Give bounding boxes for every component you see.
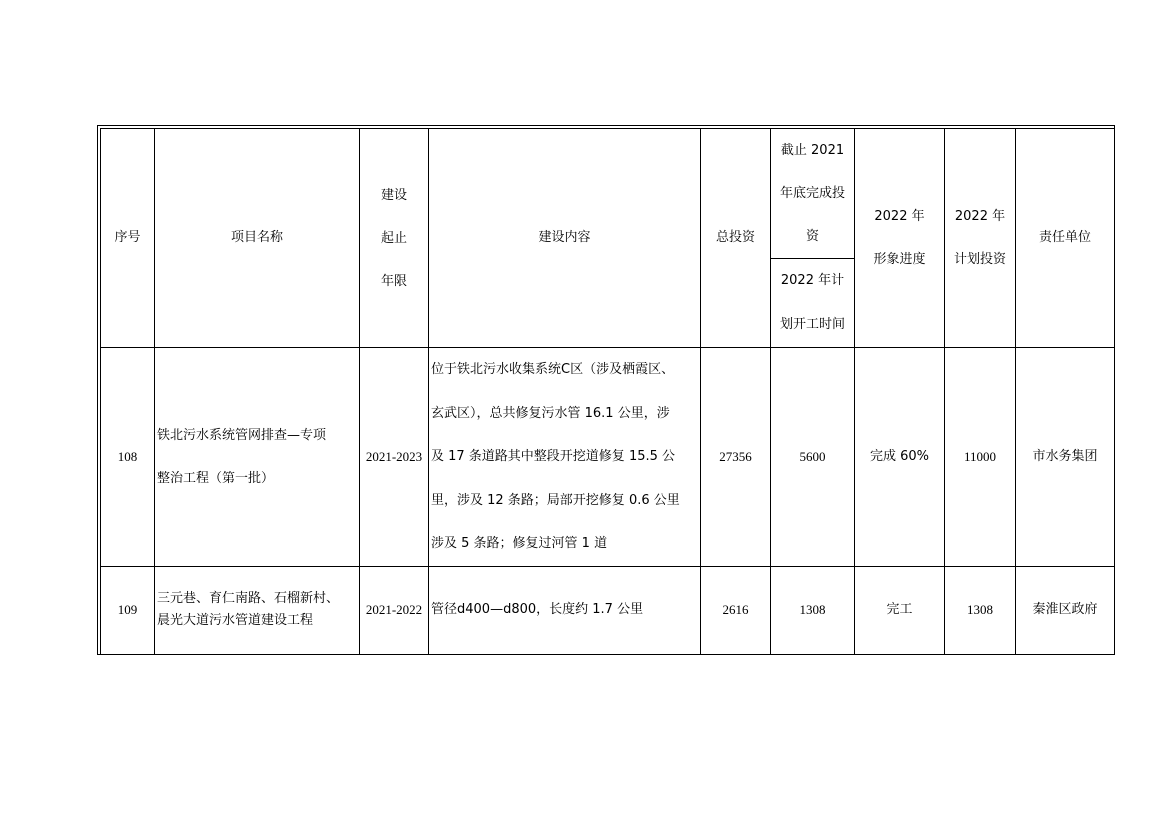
row-progress: 完成 60% [855,348,945,567]
header-progress-line: 形象进度 [873,252,926,267]
header-progress-line: 2022 年 [874,209,925,224]
header-plan-invest [945,129,1016,348]
header-plan-start-line: 划开工时间 [779,317,845,332]
header-row [101,129,1115,259]
row-content-line: 玄武区），总共修复污水管 16.1 公里，涉 [431,405,670,421]
header-progress [855,129,945,348]
row-content [429,348,701,567]
header-completed-line: 资 [805,229,819,244]
row-period: 2021-2022 [360,566,429,654]
row-plan-invest: 1308 [945,566,1016,654]
header-seq: 序号 [101,129,155,348]
header-plan-start-line: 2022 年计 [780,273,845,288]
header-content: 建设内容 [429,129,701,348]
header-unit: 责任单位 [1016,129,1115,348]
header-completed [771,129,855,259]
header-period-line: 建设 [380,187,407,203]
row-total: 2616 [701,566,771,654]
header-plan-start [771,259,855,348]
row-content-line: 里，涉及 12 条路；局部开挖修复 0.6 公里 [431,492,680,508]
row-content-line: 位于铁北污水收集系统C区（涉及栖霞区、 [431,362,675,377]
table-row [101,566,1115,654]
row-content-line: 管径d400—d800，长度约 1.7 公里 [431,602,644,617]
header-plan-invest-line: 2022 年 [954,209,1006,224]
header-period-line: 起止 [380,230,407,246]
row-name-line: 铁北污水系统管网排查—专项 [157,427,327,443]
header-completed-line: 年底完成投 [779,186,845,201]
table-row [101,348,1115,567]
row-period: 2021-2023 [360,348,429,567]
row-unit: 秦淮区政府 [1016,566,1115,654]
row-name-line: 整治工程（第一批） [157,470,275,486]
header-total: 总投资 [701,129,771,348]
row-seq: 108 [101,348,155,567]
row-content-line: 及 17 条道路其中整段开挖道修复 15.5 公 [431,449,676,464]
row-content [429,566,701,654]
header-plan-invest-line: 计划投资 [953,252,1006,267]
header-name: 项目名称 [155,129,360,348]
header-completed-line: 截止 2021 [780,143,845,158]
row-name-line: 三元巷、育仁南路、石榴新村、 [157,591,340,606]
header-period [360,129,429,348]
project-table [100,128,1115,655]
row-plan-invest: 11000 [945,348,1016,567]
row-name [155,348,360,567]
row-content-line: 涉及 5 条路；修复过河管 1 道 [431,536,608,551]
row-name [155,566,360,654]
row-completed: 1308 [771,566,855,654]
row-name-line: 晨光大道污水管道建设工程 [157,613,314,628]
row-progress: 完工 [855,566,945,654]
project-table-frame [97,125,1115,655]
row-total: 27356 [701,348,771,567]
row-completed: 5600 [771,348,855,567]
row-seq: 109 [101,566,155,654]
header-period-line: 年限 [380,273,407,289]
row-unit: 市水务集团 [1016,348,1115,567]
